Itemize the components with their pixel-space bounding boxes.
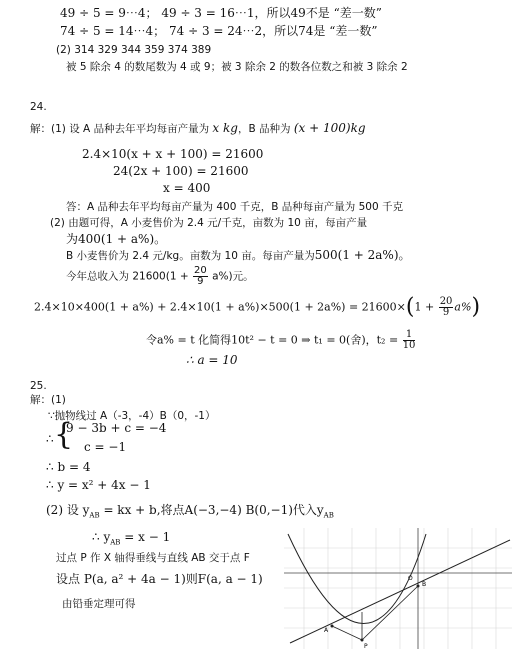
q24-part2-b: 为400(1 + a%)。 bbox=[66, 232, 167, 246]
point-b bbox=[417, 585, 420, 588]
q24-part2-a: (2) 由题可得，A 小麦售价为 2.4 元/千克，亩数为 10 亩，每亩产量 bbox=[50, 217, 368, 229]
q25-part1: 解：(1) bbox=[30, 394, 66, 406]
q24-part2-c: B 小麦售价为 2.4 元/kg。亩数为 10 亩。每亩产量为500(1 + 2a%)。 bbox=[66, 248, 411, 262]
q25-let-p: 设点 P(a, a² + 4a − 1)则F(a, a − 1) bbox=[56, 572, 263, 586]
q25-system-1: 9 − 3b + c = −4 bbox=[66, 421, 167, 435]
part2-sequence: (2) 314 329 344 359 374 389 bbox=[56, 44, 212, 56]
q24-result: ∴ a = 10 bbox=[186, 353, 238, 367]
q25-number: 25. bbox=[30, 380, 47, 392]
label-o: O bbox=[408, 575, 413, 582]
q24-part1: 解：(1) 设 A 品种去年平均每亩产量为 x kg，B 品种为 (x + 100)kg bbox=[30, 121, 366, 135]
q25-part2: (2) 设 $y_{AB}$ = kx + b,将点A(−3,−4) B(0,−1)代入$y_{AB}$ bbox=[46, 503, 334, 520]
parabola-graph bbox=[284, 528, 512, 649]
fraction-20-9: $\frac{20}{9}$ bbox=[194, 265, 207, 287]
system-brace: { bbox=[54, 417, 74, 452]
q24-eq2: 24(2x + 100) = 21600 bbox=[113, 164, 249, 178]
point-a bbox=[331, 625, 334, 628]
part2-rule: 被 5 除余 4 的数尾数为 4 或 9；被 3 除余 2 的数各位数之和被 3 除余 2 bbox=[66, 61, 408, 73]
parabola-curve bbox=[288, 534, 426, 624]
q24-answer: 答：A 品种去年平均每亩产量为 400 千克，B 品种每亩产量为 500 千克 bbox=[66, 201, 403, 213]
q25-system-2: c = −1 bbox=[84, 440, 127, 454]
q25-given: ∵抛物线过 A（-3，-4）B（0，-1） bbox=[48, 410, 216, 422]
q25-perpendicular: 过点 P 作 X 轴得垂线与直线 AB 交于点 F bbox=[56, 552, 250, 564]
q24-eq1: 2.4×10(x + x + 100) = 21600 bbox=[82, 147, 264, 161]
q25-therefore-sign: ∴ bbox=[46, 432, 54, 446]
line-49: 49 ÷ 5 = 9⋯4； 49 ÷ 3 = 16⋯1，所以49不是 “差一数” bbox=[60, 6, 382, 20]
label-a: A bbox=[324, 627, 329, 634]
q24-part2-d: 今年总收入为 21600(1 + $\frac{20}{9}$ a%)元。 bbox=[66, 265, 254, 287]
q24-big-equation: 2.4×10×400(1 + a%) + 2.4×10(1 + a%)×500(1 + 2a%) = 21600×(1 + $\frac{20}{9}$ a%) bbox=[34, 294, 481, 320]
fraction-20-9-b: $\frac{20}{9}$ bbox=[439, 296, 453, 318]
label-b: B bbox=[422, 581, 427, 588]
q25-parabola: ∴ y = x² + 4x − 1 bbox=[46, 478, 151, 492]
q24-eq3: x = 400 bbox=[163, 181, 211, 195]
q25-by-perp: 由铅垂定理可得 bbox=[62, 598, 136, 610]
label-p: P bbox=[364, 643, 368, 649]
q24-substitution: 令a% = t 化简得10t² − t = 0 ⇒ t₁ = 0(舍)，t₂ = $\frac{1}{10}$ bbox=[146, 329, 416, 351]
q25-line-eq: ∴ $y_{AB} = x - 1$ bbox=[92, 530, 171, 547]
q25-b-value: ∴ b = 4 bbox=[46, 460, 91, 474]
segment-bp bbox=[362, 586, 418, 640]
line-74: 74 ÷ 5 = 14⋯4； 74 ÷ 3 = 24⋯2，所以74是 “差一数” bbox=[60, 24, 378, 38]
q24-number: 24. bbox=[30, 101, 47, 113]
fraction-1-10: $\frac{1}{10}$ bbox=[402, 329, 416, 351]
point-p bbox=[361, 639, 364, 642]
